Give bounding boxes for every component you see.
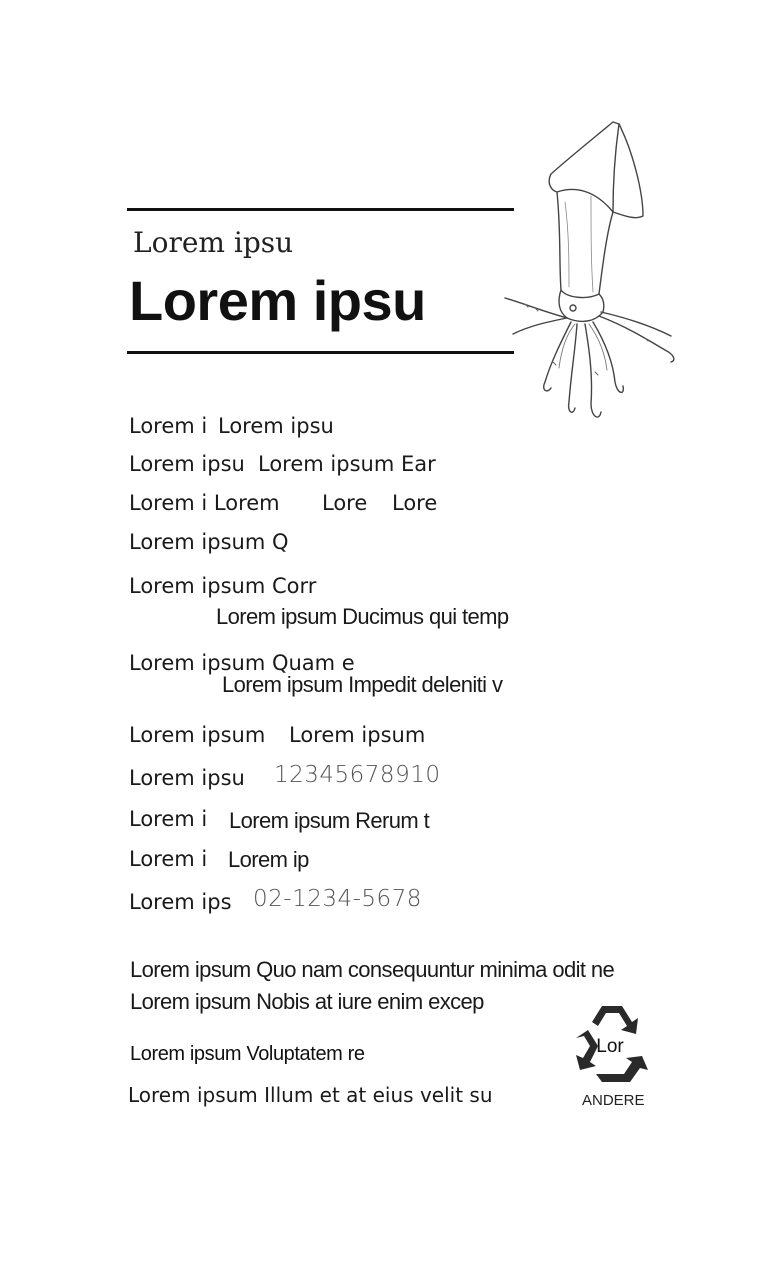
header-subtitle: Lorem ipsu <box>133 226 294 259</box>
row-8-number: 12345678910 <box>274 762 441 788</box>
row-2-value: Lorem ipsum Ear <box>258 452 436 476</box>
row-3-value-b: Lore <box>392 491 438 515</box>
row-9-value: Lorem ipsum Rerum t <box>229 808 430 833</box>
row-11-label: Lorem ips <box>129 890 232 914</box>
row-8-label: Lorem ipsu <box>129 766 245 790</box>
top-rule <box>127 208 514 211</box>
row-3-value-a: Lore <box>322 491 368 515</box>
recycle-center-label: Lor <box>596 1036 624 1057</box>
row-9-label: Lorem i <box>129 807 208 831</box>
footer-line-3: Lorem ipsum Voluptatem re <box>130 1043 365 1065</box>
recycle-caption: ANDERE <box>582 1092 645 1109</box>
row-11-phone: 02-1234-5678 <box>253 886 422 912</box>
row-7-value: Lorem ipsum <box>289 723 426 747</box>
row-2-label: Lorem ipsu <box>129 452 245 476</box>
row-10-value: Lorem ip <box>228 847 309 872</box>
page-title: Lorem ipsu <box>129 269 426 332</box>
footer-line-2: Lorem ipsum Nobis at iure enim excep <box>130 989 484 1014</box>
row-10-label: Lorem i <box>129 847 208 871</box>
footer-line-4: Lorem ipsum Illum et at eius velit su <box>128 1083 493 1107</box>
recycle-icon <box>566 1000 656 1088</box>
squid-illustration <box>495 112 685 432</box>
row-5-value: Lorem ipsum Ducimus qui temp <box>216 604 509 629</box>
row-4-label: Lorem ipsum Q <box>129 530 289 554</box>
row-6-label: Lorem ipsum Quam e <box>129 651 355 675</box>
row-3-label: Lorem i Lorem <box>129 491 280 515</box>
row-5-label: Lorem ipsum Corr <box>129 574 317 598</box>
row-1-label: Lorem i <box>129 414 208 438</box>
row-6-value: Lorem ipsum Impedit deleniti v <box>222 672 503 697</box>
bottom-rule <box>127 351 514 354</box>
row-7-label: Lorem ipsum <box>129 723 266 747</box>
row-1-value: Lorem ipsu <box>218 414 334 438</box>
footer-line-1: Lorem ipsum Quo nam consequuntur minima odit ne <box>130 957 615 982</box>
